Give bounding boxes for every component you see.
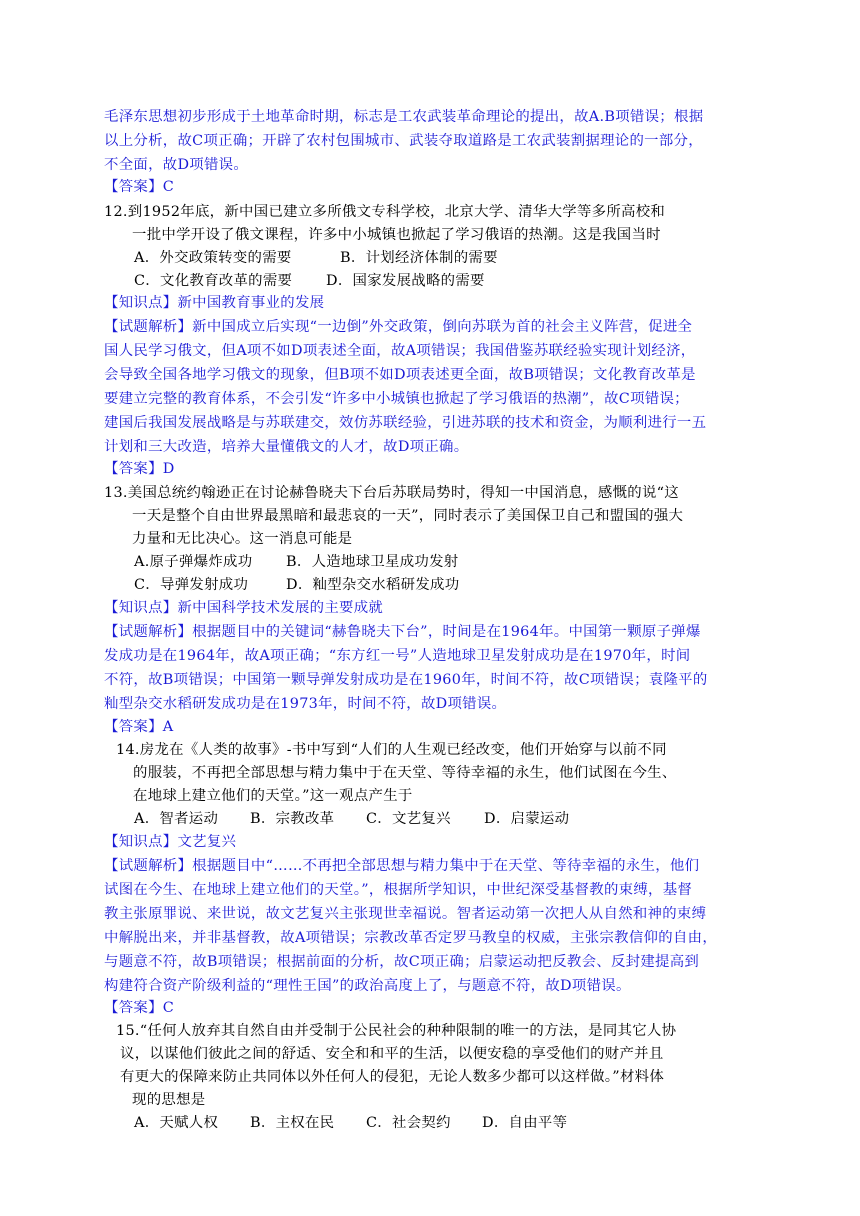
option-c: C．导弹发射成功: [134, 577, 249, 593]
question-14-stem: 在地球上建立他们的天堂。”这一观点产生于: [133, 788, 413, 804]
analysis-line: 发成功是在1964年，故A项正确；“东方红一号”人造地球卫星发射成功是在1970年，时间: [104, 648, 691, 664]
option-a: A．外交政策转变的需要: [134, 250, 292, 266]
question-13-options: [134, 552, 458, 572]
analysis-line: 不符，故B项错误；中国第一颗导弹发射成功是在1960年，时间不符，故C项错误；袁隆平的: [104, 672, 708, 688]
question-12-options: [134, 271, 485, 291]
knowledge-point: 【知识点】新中国教育事业的发展: [104, 295, 325, 311]
option-c: C．社会契约: [366, 1115, 451, 1131]
analysis-line: 【试题解析】根据题目中“……不再把全部思想与精力集中于在天堂、等待幸福的永生，他们: [104, 858, 700, 874]
analysis-line: 试图在今生、在地球上建立他们的天堂。”，根据所学知识，中世纪深受基督教的束缚，基督: [104, 882, 693, 898]
analysis-line: 籼型杂交水稻研发成功是在1973年，时间不符，故D项错误。: [104, 696, 507, 712]
question-14-options: [134, 809, 569, 829]
question-13-options: [134, 575, 459, 595]
option-c: C．文艺复兴: [366, 811, 451, 827]
question-14-stem: 的服装，不再把全部思想与精力集中于在天堂、等待幸福的永生，他们试图在今生、: [133, 765, 677, 781]
analysis-line: 不全面，故D项错误。: [104, 157, 249, 173]
analysis-line: 与题意不符，故B项错误；根据前面的分析，故C项正确；启蒙运动把反教会、反封建提高到: [104, 954, 700, 970]
option-b: B．宗教改革: [250, 811, 335, 827]
answer-line: 【答案】D: [104, 461, 175, 477]
question-15-options: [134, 1113, 567, 1133]
option-b: B．主权在民: [250, 1115, 335, 1131]
question-15-stem: 现的思想是: [132, 1092, 206, 1108]
question-12-stem: 12.到1952年底，新中国已建立多所俄文专科学校，北京大学、清华大学等多所高校和: [104, 204, 666, 220]
option-b: B．计划经济体制的需要: [340, 250, 498, 266]
analysis-line: 计划和三大改造，培养大量懂俄文的人才，故D项正确。: [104, 439, 469, 455]
option-a: A．天赋人权: [134, 1115, 219, 1131]
answer-line: 【答案】C: [104, 1000, 175, 1016]
analysis-line: 会导致全国各地学习俄文的现象，但B项不如D项表述更全面，故B项错误；文化教育改革是: [104, 367, 696, 383]
option-c: C．文化教育改革的需要: [134, 273, 293, 289]
option-b: B．人造地球卫星成功发射: [286, 554, 459, 570]
analysis-line: 国人民学习俄文，但A项不如D项表述全面，故A项错误；我国借鉴苏联经验实现计划经济，: [104, 343, 696, 359]
analysis-line: 以上分析，故C项正确；开辟了农村包围城市、武装夺取道路是工农武装割据理论的一部分，: [104, 133, 703, 149]
question-15-stem: 议，以谋他们彼此之间的舒适、安全和和平的生活，以便安稳的享受他们的财产并且: [120, 1046, 664, 1062]
analysis-line: 教主张原罪说、来世说，故文艺复兴主张现世幸福说。智者运动第一次把人从自然和神的束缚: [104, 906, 707, 922]
answer-line: 【答案】C: [104, 179, 175, 195]
question-15-stem: 15.“任何人放弃其自然自由并受制于公民社会的种种限制的唯一的方法，是同其它人协: [116, 1023, 677, 1039]
question-15-stem: 有更大的保障来防止共同体以外任何人的侵犯，无论人数多少都可以这样做。”材料体: [120, 1069, 665, 1085]
option-d: D．国家发展战略的需要: [326, 273, 485, 289]
knowledge-point: 【知识点】新中国科学技术发展的主要成就: [104, 600, 384, 616]
option-d: D．籼型杂交水稻研发成功: [286, 577, 460, 593]
analysis-line: 毛泽东思想初步形成于土地革命时期，标志是工农武装革命理论的提出，故A.B项错误；根据: [104, 109, 704, 125]
question-14-stem: 14.房龙在《人类的故事》-书中写到“人们的人生观已经改变，他们开始穿与以前不同: [116, 742, 667, 758]
question-13-stem: 力量和无比决心。这一消息可能是: [132, 531, 353, 547]
option-d: D．启蒙运动: [484, 811, 570, 827]
option-a: A．智者运动: [134, 811, 219, 827]
knowledge-point: 【知识点】文艺复兴: [104, 834, 237, 850]
analysis-line: 要建立完整的教育体系，不会引发“许多中小城镇也掀起了学习俄语的热潮”，故C项错误；: [104, 391, 689, 407]
analysis-line: 建国后我国发展战略是与苏联建交，效仿苏联经验，引进苏联的技术和资金，为顺利进行一五: [104, 415, 707, 431]
answer-line: 【答案】A: [104, 719, 174, 735]
analysis-line: 中解脱出来，并非基督教，故A项错误；宗教改革否定罗马教皇的权威，主张宗教信仰的自由，: [104, 930, 718, 946]
option-d: D．自由平等: [482, 1115, 568, 1131]
option-a: A.原子弹爆炸成功: [134, 554, 253, 570]
question-12-stem: 一批中学开设了俄文课程，许多中小城镇也掀起了学习俄语的热潮。这是我国当时: [132, 227, 661, 243]
question-13-stem: 一天是整个自由世界最黑暗和最悲哀的一天”，同时表示了美国保卫自己和盟国的强大: [132, 508, 684, 524]
question-12-options: [134, 248, 498, 268]
analysis-line: 构建符合资产阶级利益的“理性王国”的政治高度上了，与题意不符，故D项错误。: [104, 978, 631, 994]
analysis-line: 【试题解析】根据题目中的关键词“赫鲁晓夫下台”，时间是在1964年。中国第一颗原子弹爆: [104, 624, 701, 640]
question-13-stem: 13.美国总统约翰逊正在讨论赫鲁晓夫下台后苏联局势时，得知一中国消息，感慨的说“这: [104, 485, 679, 501]
analysis-line: 【试题解析】新中国成立后实现“一边倒”外交政策，倒向苏联为首的社会主义阵营，促进全: [104, 319, 693, 335]
